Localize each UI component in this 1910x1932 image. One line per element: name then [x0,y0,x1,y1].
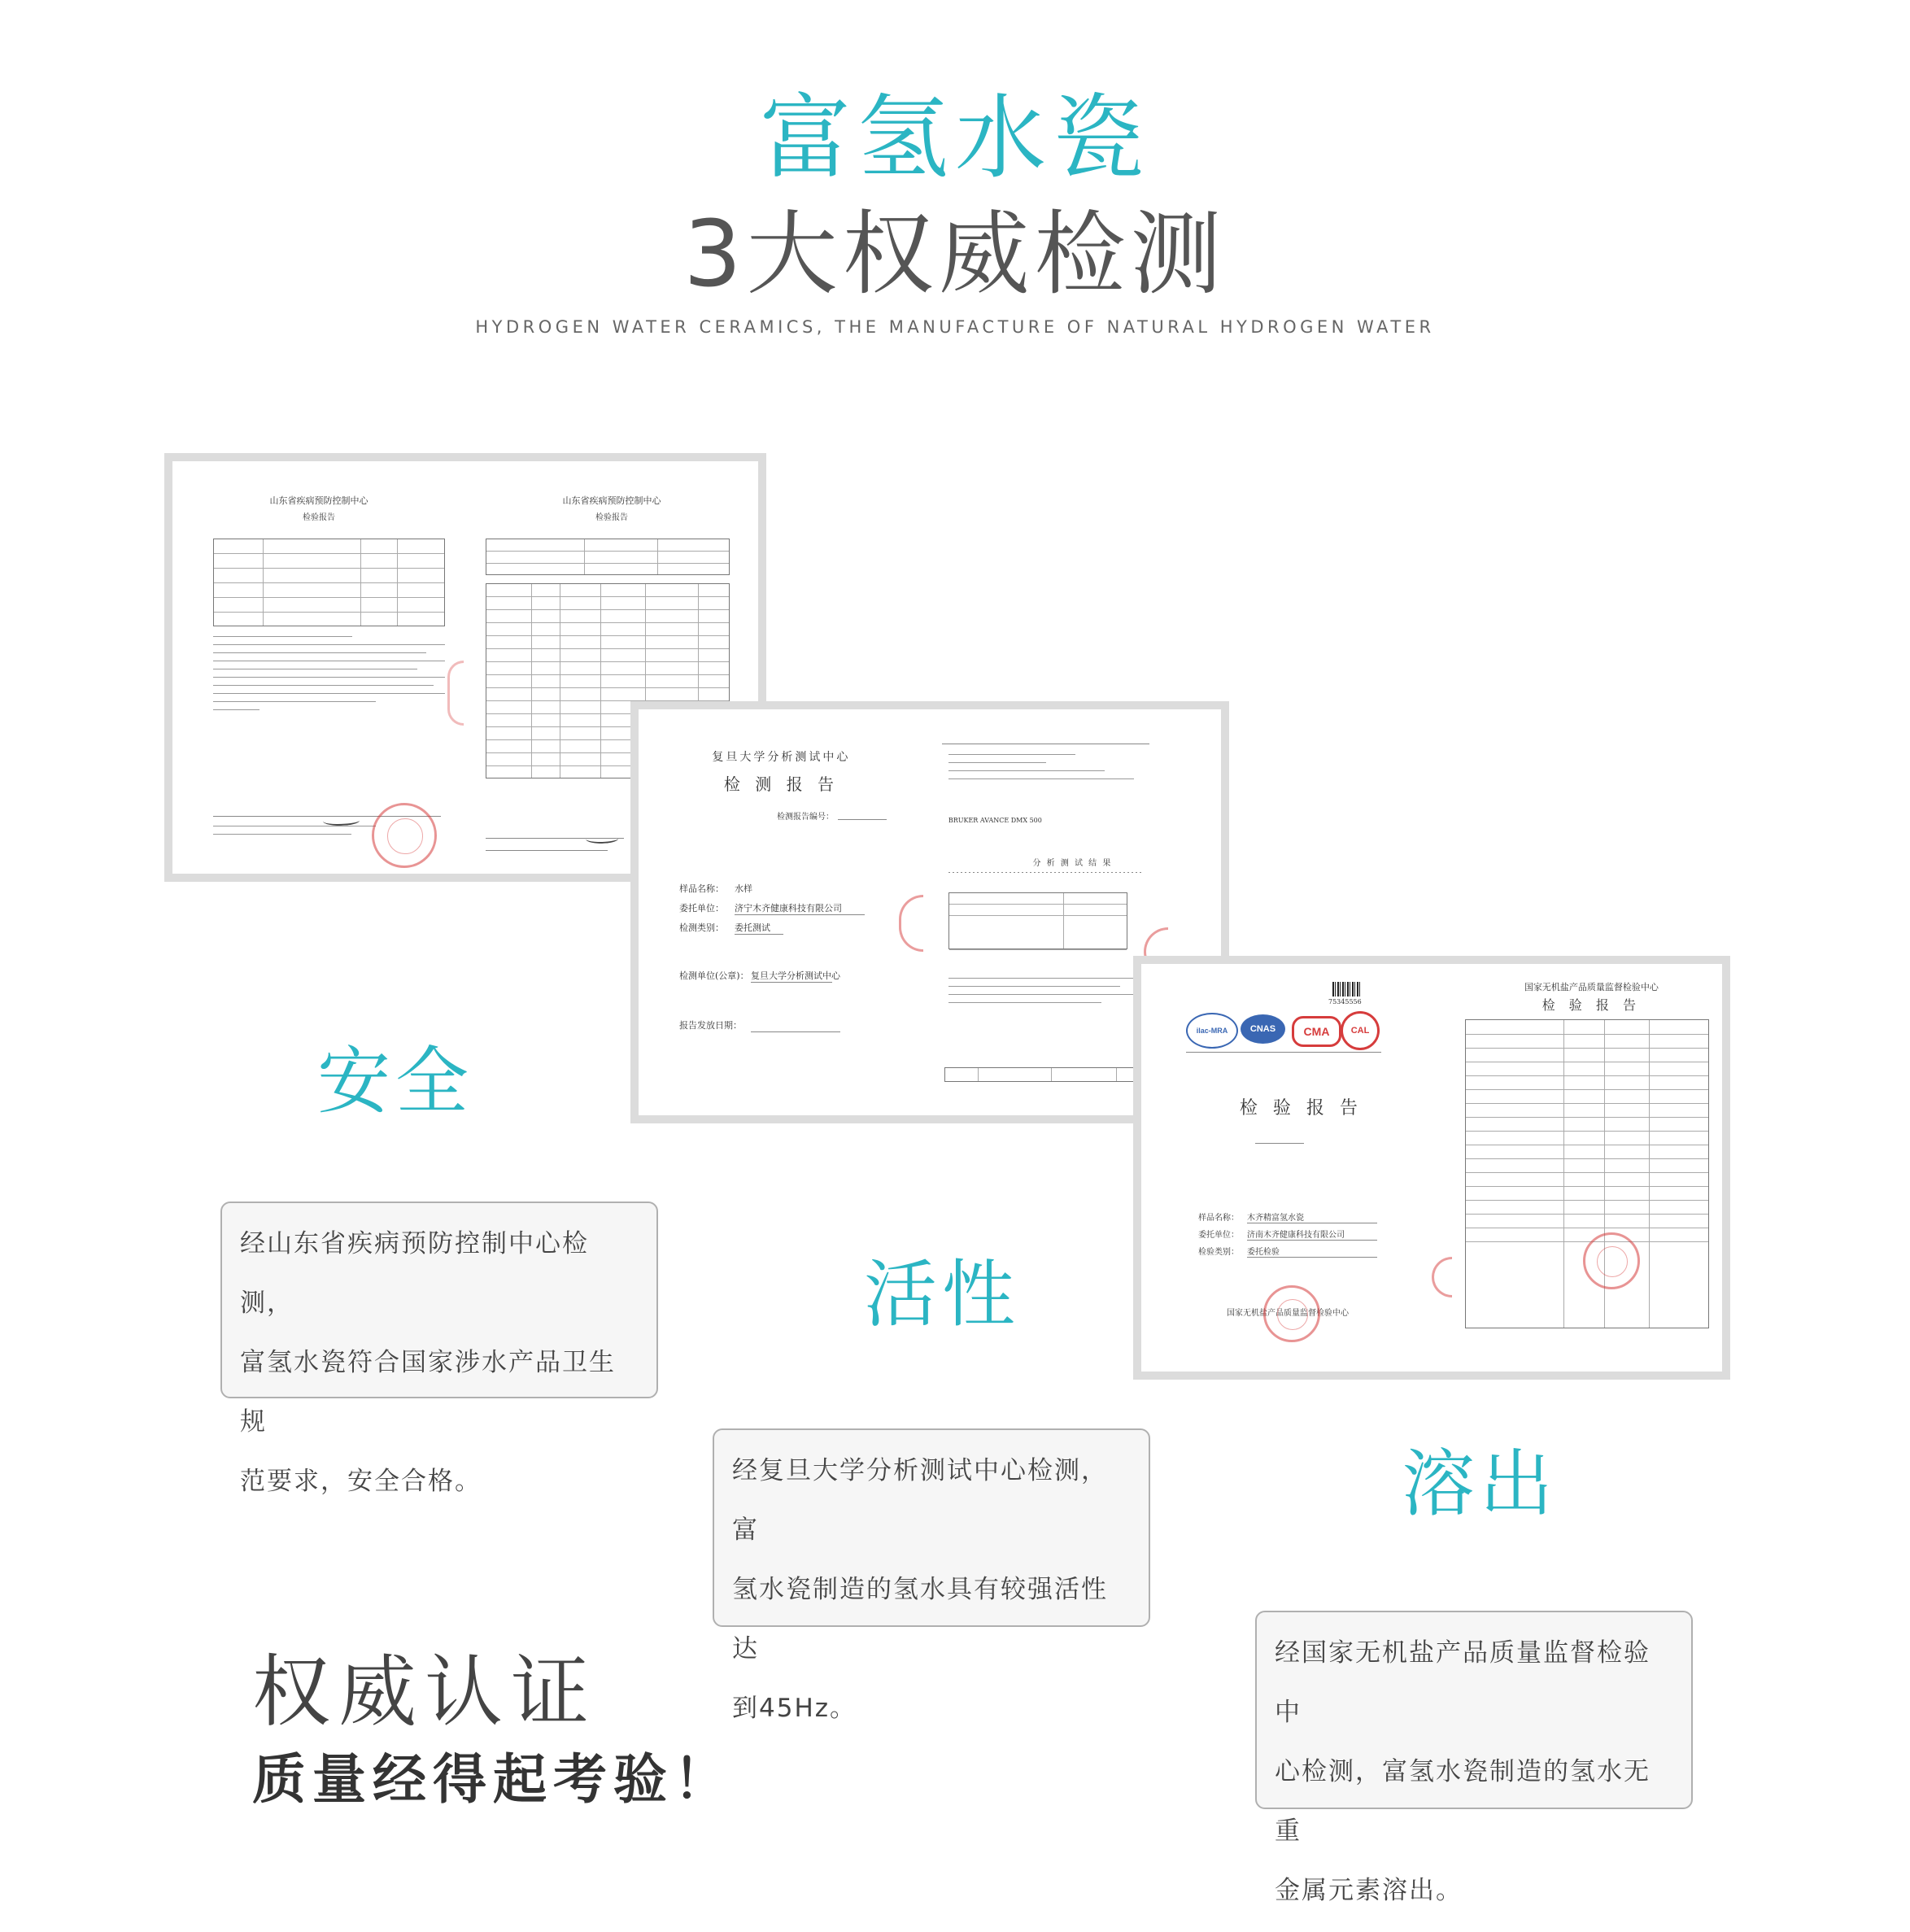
dissolve-label: 溶出 [1402,1441,1558,1527]
report1-left-footer [213,826,376,842]
report1-left-subtitle: 检验报告 [303,513,335,522]
report1-right-subtitle: 检验报告 [595,513,628,522]
report3-serial: 75345556 [1328,998,1362,1005]
report2-client-label: 委托单位： [679,903,724,914]
cnas-logo: CNAS [1241,1014,1285,1044]
report3-title: 检 验 报 告 [1239,1098,1363,1119]
report2-instrument: BRUKER AVANCE DMX 500 [948,817,1042,824]
report3-right-title: 检 验 报 告 [1542,997,1641,1013]
authority-title: 权威认证 [252,1646,597,1738]
safe-line: 范要求，安全合格。 [240,1467,482,1496]
report2-client-value: 济宁木齐健康科技有限公司 [735,903,842,914]
seam-stamp [447,661,464,726]
official-stamp [1583,1232,1640,1289]
safe-label: 安全 [317,1039,473,1124]
report3-left-page [1141,964,1461,1372]
cma-logo: CMA [1292,1016,1341,1047]
report1-left-text-block [213,636,445,717]
active-line: 到45Hz。 [732,1694,857,1723]
report3-footer-org: 国家无机盐产品质量监督检验中心 [1227,1309,1349,1318]
official-stamp [1263,1285,1320,1342]
report2-institution: 复旦大学分析测试中心 [712,751,851,764]
dissolve-description-box [1255,1611,1693,1905]
page-title: 富氢水瓷 [760,85,1150,191]
dissolve-line: 金属元素溶出。 [1275,1876,1463,1905]
safe-description-box [220,1202,658,1496]
report2-results-table [948,892,1127,949]
report3-sample-value: 木齐精富氢水瓷 [1247,1214,1304,1223]
report1-left-title: 山东省疾病预防控制中心 [269,495,368,506]
signature [586,833,619,845]
report3-results-table [1465,1019,1709,1328]
report2-right-heading: 分 析 测 试 结 果 [1032,859,1113,868]
safe-line: 富氢水瓷符合国家涉水产品卫生规 [240,1348,616,1437]
active-description-box [713,1428,1150,1723]
active-label: 活性 [864,1252,1020,1337]
english-tagline: HYDROGEN WATER CERAMICS, THE MANUFACTURE OF NATURAL HYDROGEN WATER [475,317,1435,337]
active-line: 氢水瓷制造的氢水具有较强活性达 [732,1575,1108,1664]
active-line: 经复旦大学分析测试中心检测，富 [732,1456,1108,1545]
report3-sample-label: 样品名称： [1198,1214,1239,1223]
report2-test-type-value: 委托测试 [735,922,770,933]
report2-sample-label: 样品名称： [679,883,724,894]
authority-subtitle: 质量经得起考验！ [252,1748,734,1811]
report3-right-page [1461,964,1722,1372]
report2-title: 检 测 报 告 [723,774,839,794]
dissolve-line: 经国家无机盐产品质量监督检验中 [1275,1638,1651,1727]
ilac-mra-logo: ilac-MRA [1186,1013,1238,1049]
report2-tester-value: 复旦大学分析测试中心 [751,970,840,981]
report1-left-page [172,461,465,874]
page-subtitle: 3大权威检测 [683,202,1227,307]
report1-right-info-table [486,539,730,575]
report3-test-type-value: 委托检验 [1247,1248,1280,1257]
report2-left-page [639,709,924,1115]
report3-client-value: 济南木齐健康科技有限公司 [1247,1231,1345,1240]
safe-line: 经山东省疾病预防控制中心检测， [240,1229,589,1318]
report3-client-label: 委托单位： [1198,1231,1239,1240]
official-stamp [372,803,437,868]
report3-test-type-label: 检验类别： [1198,1248,1239,1257]
seam-stamp [899,895,923,952]
report2-footer-table [944,1067,1152,1082]
cal-logo: CAL [1341,1011,1380,1050]
barcode [1332,982,1361,997]
report-national-inorganic-salt-center [1133,956,1730,1380]
report1-info-table [213,539,445,626]
dissolve-line: 心检测，富氢水瓷制造的氢水无重 [1275,1757,1651,1846]
report2-test-type-label: 检测类别： [679,922,724,933]
report3-right-org: 国家无机盐产品质量监督检验中心 [1524,982,1659,992]
report2-tester-label: 检测单位(公章)： [679,970,749,981]
report2-right-header-block [948,754,1144,787]
report2-notes [948,978,1140,1010]
seam-stamp [1432,1257,1452,1297]
report2-report-no-label: 检测报告编号： [777,813,834,822]
report1-right-title: 山东省疾病预防控制中心 [562,495,661,506]
report2-date-label: 报告发放日期： [679,1020,742,1031]
report2-sample-value: 水样 [735,883,752,894]
